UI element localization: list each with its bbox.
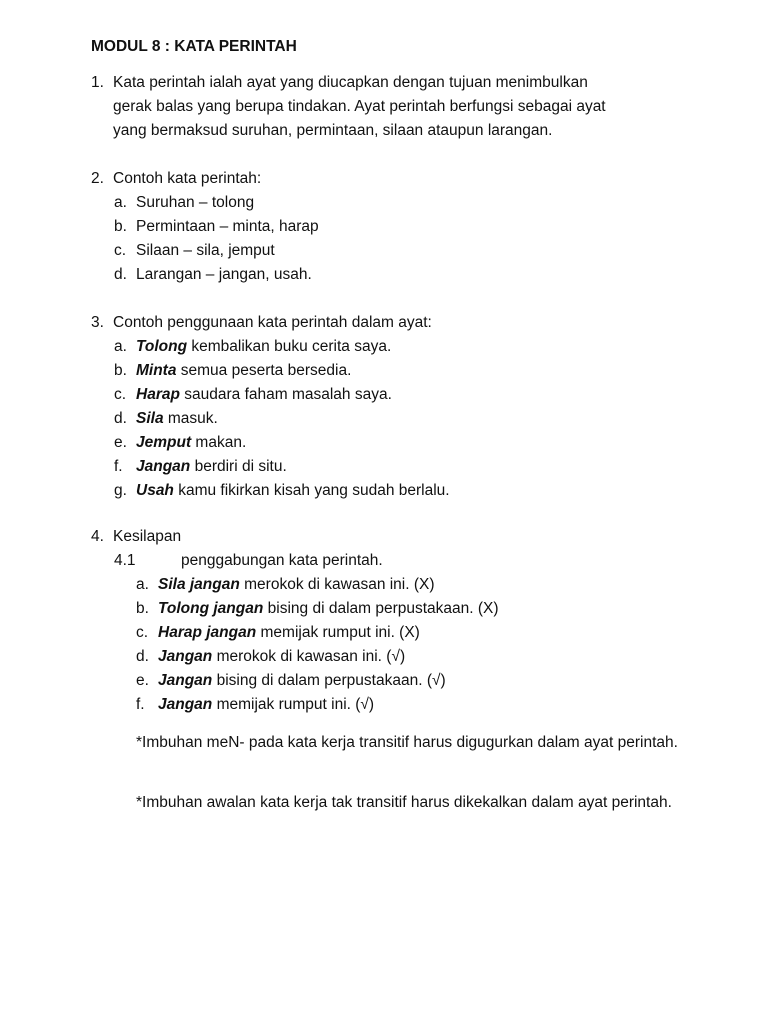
list-item <box>0 645 768 669</box>
command-word: Tolong jangan <box>158 600 264 617</box>
list-item-letter: f. <box>136 696 145 713</box>
list-item <box>0 407 768 431</box>
section-1-text-line-2: gerak balas yang berupa tindakan. Ayat perintah berfungsi sebagai ayat <box>113 98 606 115</box>
list-item-letter: d. <box>114 266 127 283</box>
list-item-letter: e. <box>114 434 127 451</box>
section-1-line <box>0 95 768 119</box>
section-4-errors <box>0 525 768 717</box>
list-item <box>0 335 768 359</box>
list-item-text: Suruhan – tolong <box>136 194 255 211</box>
sentence-rest: bising di dalam perpustakaan. (X) <box>263 600 499 617</box>
command-word: Sila jangan <box>158 576 240 593</box>
list-item-letter: d. <box>114 410 127 427</box>
list-item-letter: c. <box>136 624 149 641</box>
command-word: Jangan <box>136 458 191 475</box>
list-item-text <box>136 479 450 503</box>
sentence-rest: merokok di kawasan ini. (√) <box>212 648 406 665</box>
section-3-heading: Contoh penggunaan kata perintah dalam ayat: <box>113 314 432 331</box>
list-item-letter: e. <box>136 672 149 689</box>
section-2-heading-row <box>0 167 768 191</box>
command-word: Sila <box>136 410 164 427</box>
note-transitive: *Imbuhan meN- pada kata kerja transitif harus digugurkan dalam ayat perintah. <box>136 734 678 751</box>
list-item-text <box>136 407 218 431</box>
list-item-letter: b. <box>114 218 127 235</box>
list-item-letter: d. <box>136 648 149 665</box>
sentence-rest: kembalikan buku cerita saya. <box>187 338 392 355</box>
command-word: Jemput <box>136 434 192 451</box>
command-word: Harap jangan <box>158 624 257 641</box>
list-item <box>0 383 768 407</box>
sentence-rest: makan. <box>191 434 247 451</box>
section-3-heading-row <box>0 311 768 335</box>
list-item <box>0 621 768 645</box>
list-item-letter: a. <box>114 194 127 211</box>
list-item-text <box>136 431 246 455</box>
list-item <box>0 359 768 383</box>
section-1-number: 1. <box>91 74 104 91</box>
list-item <box>0 239 768 263</box>
list-item-letter: a. <box>136 576 149 593</box>
list-item-text <box>158 669 446 693</box>
list-item-text <box>136 383 392 407</box>
list-item-text <box>136 455 287 479</box>
list-item-text <box>158 621 420 645</box>
section-1-line <box>0 119 768 143</box>
list-item-letter: b. <box>136 600 149 617</box>
command-word: Jangan <box>158 696 213 713</box>
list-item-text: Permintaan – minta, harap <box>136 218 319 235</box>
list-item <box>0 455 768 479</box>
list-item-text: Larangan – jangan, usah. <box>136 266 312 283</box>
list-item-text <box>158 645 405 669</box>
list-item <box>0 597 768 621</box>
command-word: Jangan <box>158 648 213 665</box>
sentence-rest: memijak rumput ini. (X) <box>256 624 420 641</box>
section-1-text-line-1: Kata perintah ialah ayat yang diucapkan dengan tujuan menimbulkan <box>113 74 588 91</box>
command-word: Usah <box>136 482 174 499</box>
list-item <box>0 573 768 597</box>
list-item-letter: g. <box>114 482 127 499</box>
list-item <box>0 669 768 693</box>
list-item-letter: c. <box>114 386 127 403</box>
section-2-number: 2. <box>91 170 104 187</box>
section-4-number: 4. <box>91 528 104 545</box>
module-title: MODUL 8 : KATA PERINTAH <box>91 38 297 55</box>
list-item-letter: c. <box>114 242 127 259</box>
sentence-rest: masuk. <box>163 410 218 427</box>
list-item-text <box>158 597 499 621</box>
list-item-text: Silaan – sila, jemput <box>136 242 275 259</box>
sentence-rest: memijak rumput ini. (√) <box>212 696 375 713</box>
list-item-text <box>136 359 351 383</box>
subsection-heading-row <box>0 549 768 573</box>
sentence-rest: kamu fikirkan kisah yang sudah berlalu. <box>173 482 450 499</box>
list-item-text <box>136 335 391 359</box>
section-3-number: 3. <box>91 314 104 331</box>
section-1-text-line-3: yang bermaksud suruhan, permintaan, silaan ataupun larangan. <box>113 122 553 139</box>
list-item <box>0 263 768 287</box>
list-item <box>0 431 768 455</box>
sentence-rest: saudara faham masalah saya. <box>179 386 392 403</box>
subsection-number: 4.1 <box>114 552 136 569</box>
list-item <box>0 693 768 717</box>
command-word: Minta <box>136 362 177 379</box>
section-1-line <box>0 71 768 95</box>
section-1-definition <box>0 71 768 143</box>
sentence-rest: berdiri di situ. <box>190 458 287 475</box>
section-4-heading-row <box>0 525 768 549</box>
subsection-heading: penggabungan kata perintah. <box>181 552 383 569</box>
sentence-rest: merokok di kawasan ini. (X) <box>239 576 435 593</box>
command-word: Harap <box>136 386 180 403</box>
command-word: Tolong <box>136 338 188 355</box>
list-item <box>0 479 768 503</box>
section-2-examples <box>0 167 768 287</box>
list-item-text <box>158 693 374 717</box>
section-4-heading: Kesilapan <box>113 528 182 545</box>
list-item <box>0 215 768 239</box>
sentence-rest: bising di dalam perpustakaan. (√) <box>212 672 446 689</box>
list-item-letter: f. <box>114 458 123 475</box>
list-item-letter: a. <box>114 338 127 355</box>
section-2-heading: Contoh kata perintah: <box>113 170 262 187</box>
list-item-text <box>158 573 435 597</box>
sentence-rest: semua peserta bersedia. <box>176 362 352 379</box>
list-item <box>0 191 768 215</box>
note-intransitive: *Imbuhan awalan kata kerja tak transitif harus dikekalkan dalam ayat perintah. <box>136 794 672 811</box>
section-3-usage <box>0 311 768 503</box>
command-word: Jangan <box>158 672 213 689</box>
list-item-letter: b. <box>114 362 127 379</box>
